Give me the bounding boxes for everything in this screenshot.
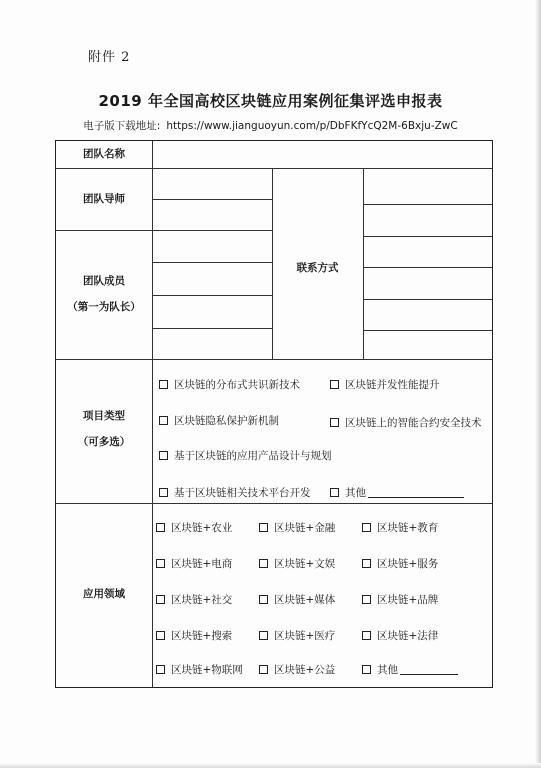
project-type-label-group — [56, 403, 152, 455]
row-divider — [56, 359, 492, 360]
checkbox[interactable] — [362, 595, 371, 604]
project-type-option[interactable]: 区块链隐私保护新机制 — [159, 413, 279, 428]
checkbox[interactable] — [362, 631, 371, 640]
advisor-input-line — [152, 230, 272, 231]
application-form-table — [55, 140, 493, 688]
project-type-option[interactable]: 区块链的分布式共识新技术 — [159, 377, 300, 392]
checkbox[interactable] — [156, 665, 165, 674]
row-divider — [56, 168, 492, 169]
contact-input-line — [363, 236, 492, 237]
checkbox[interactable] — [159, 416, 168, 425]
attachment-label: 附件 2 — [88, 50, 131, 65]
advisor-input-line — [152, 199, 272, 200]
contact-label: 联系方式 — [296, 262, 339, 274]
team-members-label: 团队成员 — [83, 275, 125, 287]
checkbox[interactable] — [330, 488, 339, 497]
checkbox[interactable] — [330, 418, 339, 427]
project-type-option[interactable]: 区块链并发性能提升 — [330, 377, 440, 392]
team-advisor-label: 团队导师 — [83, 193, 125, 205]
page-edge-shadow — [535, 0, 541, 768]
project-type-option[interactable]: 基于区块链的应用产品设计与规划 — [159, 448, 332, 463]
checkbox[interactable] — [156, 631, 165, 640]
label-column-divider — [152, 141, 153, 687]
checkbox[interactable] — [159, 451, 168, 460]
domain-option[interactable]: 区块链+法律 — [362, 628, 438, 643]
checkbox[interactable] — [259, 631, 268, 640]
project-type-note: （可多选） — [77, 436, 131, 448]
checkbox[interactable] — [362, 523, 371, 532]
team-members-label-group — [56, 268, 152, 320]
other-fill-in-line[interactable] — [400, 664, 458, 675]
project-type-option[interactable]: 区块链上的智能合约安全技术 — [330, 415, 482, 430]
domain-option[interactable]: 区块链+物联网 — [156, 662, 243, 677]
domain-option[interactable]: 区块链+医疗 — [259, 628, 335, 643]
checkbox[interactable] — [259, 559, 268, 568]
domain-option[interactable]: 区块链+媒体 — [259, 592, 335, 607]
download-url[interactable]: https://www.jianguoyun.com/p/DbFKfYcQ2M-6Bxju-ZwC — [166, 120, 458, 132]
contact-input-line — [363, 299, 492, 300]
member-input-line — [152, 295, 272, 296]
checkbox[interactable] — [156, 595, 165, 604]
domain-option[interactable]: 区块链+服务 — [362, 556, 438, 571]
download-label: 电子版下载地址: — [83, 120, 161, 132]
domain-option[interactable]: 区块链+农业 — [156, 520, 232, 535]
team-name-label: 团队名称 — [83, 148, 125, 160]
team-members-note: （第一为队长） — [67, 301, 141, 313]
checkbox[interactable] — [159, 488, 168, 497]
project-type-option-other[interactable]: 其他 — [330, 485, 464, 500]
domain-option[interactable]: 区块链+品牌 — [362, 592, 438, 607]
application-domain-label: 应用领域 — [83, 588, 125, 600]
domain-option[interactable]: 区块链+文娱 — [259, 556, 335, 571]
domain-option[interactable]: 区块链+公益 — [259, 662, 335, 677]
project-type-option[interactable]: 基于区块链相关技术平台开发 — [159, 485, 311, 500]
checkbox[interactable] — [159, 380, 168, 389]
checkbox[interactable] — [330, 380, 339, 389]
contact-input-line — [363, 267, 492, 268]
checkbox[interactable] — [156, 559, 165, 568]
project-type-label: 项目类型 — [83, 410, 125, 422]
member-input-line — [152, 262, 272, 263]
contact-input-line — [363, 204, 492, 205]
row-divider — [56, 230, 152, 231]
domain-option[interactable]: 区块链+搜索 — [156, 628, 232, 643]
member-input-line — [152, 328, 272, 329]
download-address — [0, 118, 541, 133]
domain-option-other[interactable]: 其他 — [362, 662, 458, 677]
row-divider — [56, 503, 492, 504]
domain-option[interactable]: 区块链+教育 — [362, 520, 438, 535]
contact-input-line — [363, 330, 492, 331]
other-fill-in-line[interactable] — [368, 487, 464, 498]
page-bottom-shadow — [0, 763, 541, 768]
page-title: 2019 年全国高校区块链应用案例征集评选申报表 — [98, 92, 443, 110]
domain-option[interactable]: 区块链+电商 — [156, 556, 232, 571]
checkbox[interactable] — [259, 665, 268, 674]
checkbox[interactable] — [156, 523, 165, 532]
domain-option[interactable]: 区块链+社交 — [156, 592, 232, 607]
checkbox[interactable] — [362, 559, 371, 568]
checkbox[interactable] — [259, 523, 268, 532]
domain-option[interactable]: 区块链+金融 — [259, 520, 335, 535]
checkbox[interactable] — [362, 665, 371, 674]
checkbox[interactable] — [259, 595, 268, 604]
